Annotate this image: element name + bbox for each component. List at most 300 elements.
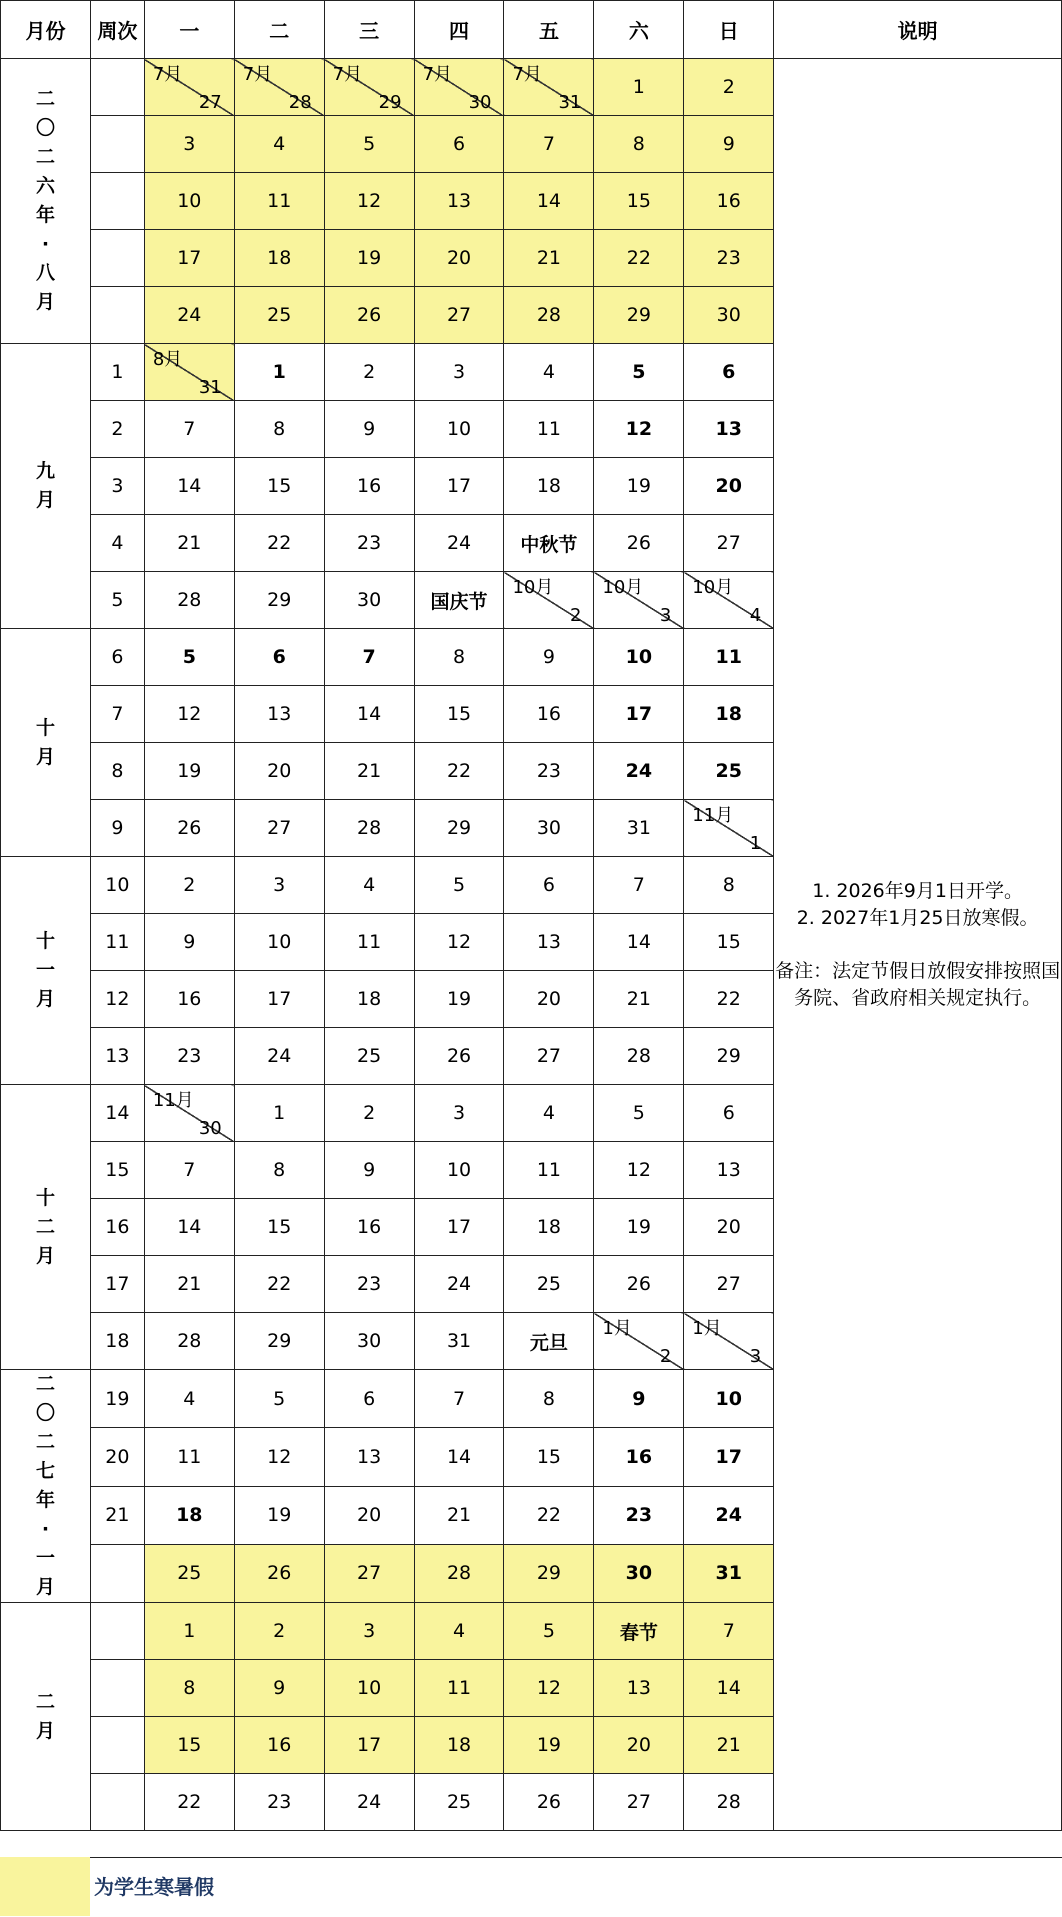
prev-month-day: 31	[198, 377, 222, 398]
day-cell: 10	[594, 629, 684, 686]
week-number: 3	[90, 458, 144, 515]
day-cell: 24	[684, 1486, 774, 1544]
prev-month-day: 3	[749, 1346, 762, 1367]
day-cell: 11	[684, 629, 774, 686]
day-cell: 中秋节	[504, 515, 594, 572]
day-cell: 15	[504, 1428, 594, 1486]
day-cell: 19	[144, 743, 234, 800]
prev-month-day: 3	[659, 605, 672, 626]
day-cell: 12	[414, 914, 504, 971]
day-cell: 29	[504, 1544, 594, 1602]
day-cell: 17	[684, 1428, 774, 1486]
day-cell: 28	[594, 1028, 684, 1085]
day-cell: 27	[414, 287, 504, 344]
day-cell: 28	[324, 800, 414, 857]
day-cell: 27	[234, 800, 324, 857]
prev-month-day: 1	[749, 833, 762, 854]
week-number	[90, 230, 144, 287]
day-cell: 22	[504, 1486, 594, 1544]
day-cell: 22	[684, 971, 774, 1028]
day-cell: 24	[324, 1774, 414, 1831]
month-label: 二 〇 二 六 年 · 八 月	[1, 59, 91, 344]
day-cell: 29	[594, 287, 684, 344]
day-cell: 14	[144, 1199, 234, 1256]
header-fri: 五	[504, 1, 594, 59]
day-cell: 12	[324, 173, 414, 230]
week-number: 4	[90, 515, 144, 572]
day-cell: 13	[684, 401, 774, 458]
week-row	[1, 59, 1062, 116]
day-cell: 8	[414, 629, 504, 686]
week-number: 8	[90, 743, 144, 800]
day-cell: 31	[684, 1544, 774, 1602]
day-cell: 26	[144, 800, 234, 857]
week-number: 7	[90, 686, 144, 743]
day-cell: 2	[324, 344, 414, 401]
month-label: 十 月	[1, 629, 91, 857]
day-cell	[144, 344, 234, 401]
day-cell: 15	[414, 686, 504, 743]
day-cell: 19	[414, 971, 504, 1028]
day-cell: 19	[504, 1717, 594, 1774]
day-cell	[594, 1313, 684, 1370]
day-cell: 25	[414, 1774, 504, 1831]
day-cell: 10	[234, 914, 324, 971]
day-cell	[234, 59, 324, 116]
day-cell: 20	[684, 1199, 774, 1256]
day-cell: 29	[684, 1028, 774, 1085]
prev-month-day: 2	[659, 1346, 672, 1367]
prev-month-day: 29	[378, 92, 402, 113]
day-cell: 21	[144, 1256, 234, 1313]
prev-month-label: 7月	[512, 64, 542, 85]
day-cell: 9	[324, 401, 414, 458]
day-cell: 19	[234, 1486, 324, 1544]
day-cell: 26	[594, 1256, 684, 1313]
day-cell: 7	[504, 116, 594, 173]
prev-month-label: 7月	[422, 64, 453, 85]
day-cell: 5	[594, 1085, 684, 1142]
day-cell: 6	[504, 857, 594, 914]
day-cell: 7	[144, 401, 234, 458]
day-cell: 19	[594, 458, 684, 515]
prev-month-label: 7月	[332, 64, 363, 85]
day-cell: 24	[594, 743, 684, 800]
day-cell: 春节	[594, 1603, 684, 1660]
day-cell: 21	[684, 1717, 774, 1774]
day-cell: 12	[594, 1142, 684, 1199]
day-cell: 5	[144, 629, 234, 686]
day-cell: 18	[324, 971, 414, 1028]
day-cell: 20	[684, 458, 774, 515]
day-cell: 28	[144, 1313, 234, 1370]
day-cell: 30	[504, 800, 594, 857]
day-cell: 27	[324, 1544, 414, 1602]
day-cell: 23	[144, 1028, 234, 1085]
week-number: 19	[90, 1370, 144, 1428]
day-cell: 14	[324, 686, 414, 743]
day-cell: 11	[144, 1428, 234, 1486]
day-cell: 6	[234, 629, 324, 686]
legend-label: 为学生寒暑假	[94, 1875, 214, 1899]
day-cell: 18	[414, 1717, 504, 1774]
prev-month-day: 2	[569, 605, 582, 626]
day-cell: 27	[684, 515, 774, 572]
day-cell: 7	[594, 857, 684, 914]
day-cell: 20	[414, 230, 504, 287]
header-mon: 一	[144, 1, 234, 59]
day-cell: 8	[594, 116, 684, 173]
day-cell: 13	[414, 173, 504, 230]
week-number	[90, 1660, 144, 1717]
day-cell: 3	[414, 1085, 504, 1142]
day-cell: 20	[594, 1717, 684, 1774]
day-cell: 12	[594, 401, 684, 458]
week-number: 16	[90, 1199, 144, 1256]
day-cell: 28	[504, 287, 594, 344]
day-cell: 16	[144, 971, 234, 1028]
day-cell: 29	[414, 800, 504, 857]
day-cell: 8	[684, 857, 774, 914]
day-cell: 元旦	[504, 1313, 594, 1370]
day-cell: 17	[144, 230, 234, 287]
day-cell: 19	[594, 1199, 684, 1256]
prev-month-label: 1月	[692, 1318, 722, 1339]
week-number	[90, 116, 144, 173]
day-cell: 26	[324, 287, 414, 344]
day-cell: 27	[594, 1774, 684, 1831]
day-cell: 1	[144, 1603, 234, 1660]
day-cell: 20	[324, 1486, 414, 1544]
day-cell: 27	[684, 1256, 774, 1313]
day-cell: 29	[234, 1313, 324, 1370]
day-cell: 18	[684, 686, 774, 743]
header-thu: 四	[414, 1, 504, 59]
prev-month-label: 11月	[152, 1090, 194, 1111]
day-cell: 6	[414, 116, 504, 173]
legend	[0, 1857, 1062, 1916]
header-sat: 六	[594, 1, 684, 59]
day-cell: 16	[504, 686, 594, 743]
day-cell: 7	[684, 1603, 774, 1660]
day-cell: 9	[594, 1370, 684, 1428]
day-cell: 7	[414, 1370, 504, 1428]
day-cell: 22	[594, 230, 684, 287]
week-number: 6	[90, 629, 144, 686]
day-cell: 13	[684, 1142, 774, 1199]
prev-month-label: 1月	[602, 1318, 632, 1339]
prev-month-label: 10月	[602, 577, 644, 598]
day-cell	[144, 1085, 234, 1142]
day-cell: 4	[504, 344, 594, 401]
day-cell: 25	[144, 1544, 234, 1602]
day-cell: 7	[324, 629, 414, 686]
day-cell: 11	[504, 1142, 594, 1199]
week-number: 12	[90, 971, 144, 1028]
week-number: 1	[90, 344, 144, 401]
day-cell: 25	[504, 1256, 594, 1313]
day-cell: 5	[324, 116, 414, 173]
day-cell: 30	[684, 287, 774, 344]
day-cell: 12	[144, 686, 234, 743]
day-cell: 22	[234, 515, 324, 572]
day-cell: 12	[504, 1660, 594, 1717]
day-cell: 17	[324, 1717, 414, 1774]
day-cell: 28	[684, 1774, 774, 1831]
day-cell: 4	[414, 1603, 504, 1660]
day-cell: 23	[504, 743, 594, 800]
prev-month-day: 27	[198, 92, 222, 113]
day-cell: 22	[144, 1774, 234, 1831]
header-notes: 说明	[774, 1, 1062, 59]
day-cell: 16	[684, 173, 774, 230]
prev-month-day: 28	[288, 92, 312, 113]
day-cell: 18	[144, 1486, 234, 1544]
day-cell: 5	[414, 857, 504, 914]
day-cell: 21	[504, 230, 594, 287]
week-number: 15	[90, 1142, 144, 1199]
day-cell: 13	[594, 1660, 684, 1717]
day-cell: 9	[684, 116, 774, 173]
day-cell: 31	[414, 1313, 504, 1370]
week-number	[90, 1603, 144, 1660]
note-school-start: 1. 2026年9月1日开学。	[812, 879, 1023, 902]
day-cell	[684, 1313, 774, 1370]
day-cell: 16	[594, 1428, 684, 1486]
day-cell: 8	[504, 1370, 594, 1428]
prev-month-day: 30	[198, 1118, 222, 1139]
header-tue: 二	[234, 1, 324, 59]
week-number: 14	[90, 1085, 144, 1142]
day-cell: 11	[324, 914, 414, 971]
day-cell: 15	[684, 914, 774, 971]
day-cell: 2	[144, 857, 234, 914]
header-week: 周次	[90, 1, 144, 59]
day-cell: 24	[414, 1256, 504, 1313]
day-cell: 23	[234, 1774, 324, 1831]
prev-month-label: 8月	[152, 349, 183, 370]
day-cell: 8	[234, 1142, 324, 1199]
prev-month-day: 4	[749, 605, 762, 626]
day-cell: 4	[324, 857, 414, 914]
day-cell: 8	[234, 401, 324, 458]
day-cell: 16	[324, 1199, 414, 1256]
note-spacer	[774, 932, 1061, 958]
week-number: 18	[90, 1313, 144, 1370]
day-cell	[684, 572, 774, 629]
day-cell	[144, 59, 234, 116]
day-cell: 6	[684, 1085, 774, 1142]
prev-month-label: 10月	[512, 577, 554, 598]
day-cell: 26	[594, 515, 684, 572]
day-cell: 10	[414, 401, 504, 458]
day-cell: 24	[234, 1028, 324, 1085]
day-cell: 13	[504, 914, 594, 971]
week-number: 9	[90, 800, 144, 857]
day-cell	[414, 59, 504, 116]
day-cell: 2	[234, 1603, 324, 1660]
week-number: 21	[90, 1486, 144, 1544]
day-cell: 25	[234, 287, 324, 344]
day-cell: 8	[144, 1660, 234, 1717]
week-number: 20	[90, 1428, 144, 1486]
prev-month-label: 10月	[692, 577, 734, 598]
day-cell: 1	[594, 59, 684, 116]
day-cell: 21	[594, 971, 684, 1028]
day-cell: 21	[324, 743, 414, 800]
month-label: 十 二 月	[1, 1085, 91, 1370]
day-cell: 26	[414, 1028, 504, 1085]
vacation-color-swatch	[0, 1857, 90, 1916]
day-cell	[504, 572, 594, 629]
day-cell: 28	[144, 572, 234, 629]
day-cell: 21	[414, 1486, 504, 1544]
prev-month-label: 11月	[692, 805, 734, 826]
day-cell: 23	[324, 1256, 414, 1313]
prev-month-day: 30	[468, 92, 492, 113]
day-cell: 14	[144, 458, 234, 515]
day-cell: 9	[144, 914, 234, 971]
day-cell: 6	[684, 344, 774, 401]
day-cell: 13	[324, 1428, 414, 1486]
week-number: 13	[90, 1028, 144, 1085]
day-cell: 11	[414, 1660, 504, 1717]
day-cell: 15	[594, 173, 684, 230]
day-cell: 16	[234, 1717, 324, 1774]
day-cell: 15	[234, 458, 324, 515]
day-cell: 3	[144, 116, 234, 173]
day-cell: 7	[144, 1142, 234, 1199]
day-cell: 18	[504, 458, 594, 515]
day-cell: 10	[684, 1370, 774, 1428]
day-cell: 11	[234, 173, 324, 230]
day-cell: 27	[504, 1028, 594, 1085]
day-cell: 28	[414, 1544, 504, 1602]
day-cell: 5	[594, 344, 684, 401]
day-cell: 22	[234, 1256, 324, 1313]
day-cell: 23	[684, 230, 774, 287]
day-cell: 29	[234, 572, 324, 629]
day-cell: 4	[234, 116, 324, 173]
week-number	[90, 287, 144, 344]
month-label: 十 一 月	[1, 857, 91, 1085]
prev-month-day: 31	[558, 92, 582, 113]
day-cell: 14	[504, 173, 594, 230]
note-remark: 备注：法定节假日放假安排按照国务院、省政府相关规定执行。	[775, 959, 1061, 1009]
day-cell: 3	[414, 344, 504, 401]
day-cell: 20	[234, 743, 324, 800]
day-cell: 6	[324, 1370, 414, 1428]
day-cell: 19	[324, 230, 414, 287]
day-cell: 5	[504, 1603, 594, 1660]
week-number	[90, 1544, 144, 1602]
day-cell: 9	[504, 629, 594, 686]
week-number	[90, 59, 144, 116]
day-cell: 14	[594, 914, 684, 971]
day-cell: 13	[234, 686, 324, 743]
day-cell: 30	[324, 572, 414, 629]
day-cell: 26	[504, 1774, 594, 1831]
week-number	[90, 173, 144, 230]
month-label: 九 月	[1, 344, 91, 629]
prev-month-label: 7月	[242, 64, 273, 85]
day-cell: 1	[234, 1085, 324, 1142]
day-cell	[324, 59, 414, 116]
day-cell: 9	[324, 1142, 414, 1199]
header-month: 月份	[1, 1, 91, 59]
day-cell	[504, 59, 594, 116]
week-number	[90, 1774, 144, 1831]
day-cell: 31	[594, 800, 684, 857]
day-cell: 18	[504, 1199, 594, 1256]
day-cell: 23	[594, 1486, 684, 1544]
prev-month-label: 7月	[152, 64, 183, 85]
day-cell: 10	[324, 1660, 414, 1717]
day-cell: 17	[234, 971, 324, 1028]
legend-divider	[90, 1857, 1062, 1917]
day-cell: 24	[144, 287, 234, 344]
day-cell: 23	[324, 515, 414, 572]
day-cell: 15	[234, 1199, 324, 1256]
month-label: 二 〇 二 七 年 · 一 月	[1, 1370, 91, 1603]
week-number: 11	[90, 914, 144, 971]
day-cell: 4	[144, 1370, 234, 1428]
day-cell: 10	[144, 173, 234, 230]
header-wed: 三	[324, 1, 414, 59]
week-number: 10	[90, 857, 144, 914]
month-label: 二 月	[1, 1603, 91, 1831]
day-cell: 11	[504, 401, 594, 458]
day-cell: 1	[234, 344, 324, 401]
day-cell: 18	[234, 230, 324, 287]
day-cell: 16	[324, 458, 414, 515]
day-cell	[684, 800, 774, 857]
week-number: 2	[90, 401, 144, 458]
header-row	[1, 1, 1062, 59]
day-cell: 15	[144, 1717, 234, 1774]
day-cell: 10	[414, 1142, 504, 1199]
day-cell: 22	[414, 743, 504, 800]
day-cell: 14	[414, 1428, 504, 1486]
note-winter-break: 2. 2027年1月25日放寒假。	[796, 906, 1039, 929]
day-cell: 25	[684, 743, 774, 800]
day-cell: 30	[594, 1544, 684, 1602]
day-cell: 26	[234, 1544, 324, 1602]
day-cell: 17	[414, 1199, 504, 1256]
day-cell: 3	[234, 857, 324, 914]
day-cell: 2	[684, 59, 774, 116]
day-cell: 5	[234, 1370, 324, 1428]
week-number	[90, 1717, 144, 1774]
header-sun: 日	[684, 1, 774, 59]
day-cell: 20	[504, 971, 594, 1028]
day-cell: 17	[594, 686, 684, 743]
week-number: 5	[90, 572, 144, 629]
day-cell	[594, 572, 684, 629]
day-cell: 4	[504, 1085, 594, 1142]
day-cell: 21	[144, 515, 234, 572]
day-cell: 9	[234, 1660, 324, 1717]
day-cell: 25	[324, 1028, 414, 1085]
day-cell: 2	[324, 1085, 414, 1142]
notes-panel	[774, 59, 1062, 1831]
day-cell: 17	[414, 458, 504, 515]
day-cell: 3	[324, 1603, 414, 1660]
day-cell: 30	[324, 1313, 414, 1370]
day-cell: 12	[234, 1428, 324, 1486]
week-number: 17	[90, 1256, 144, 1313]
day-cell: 国庆节	[414, 572, 504, 629]
